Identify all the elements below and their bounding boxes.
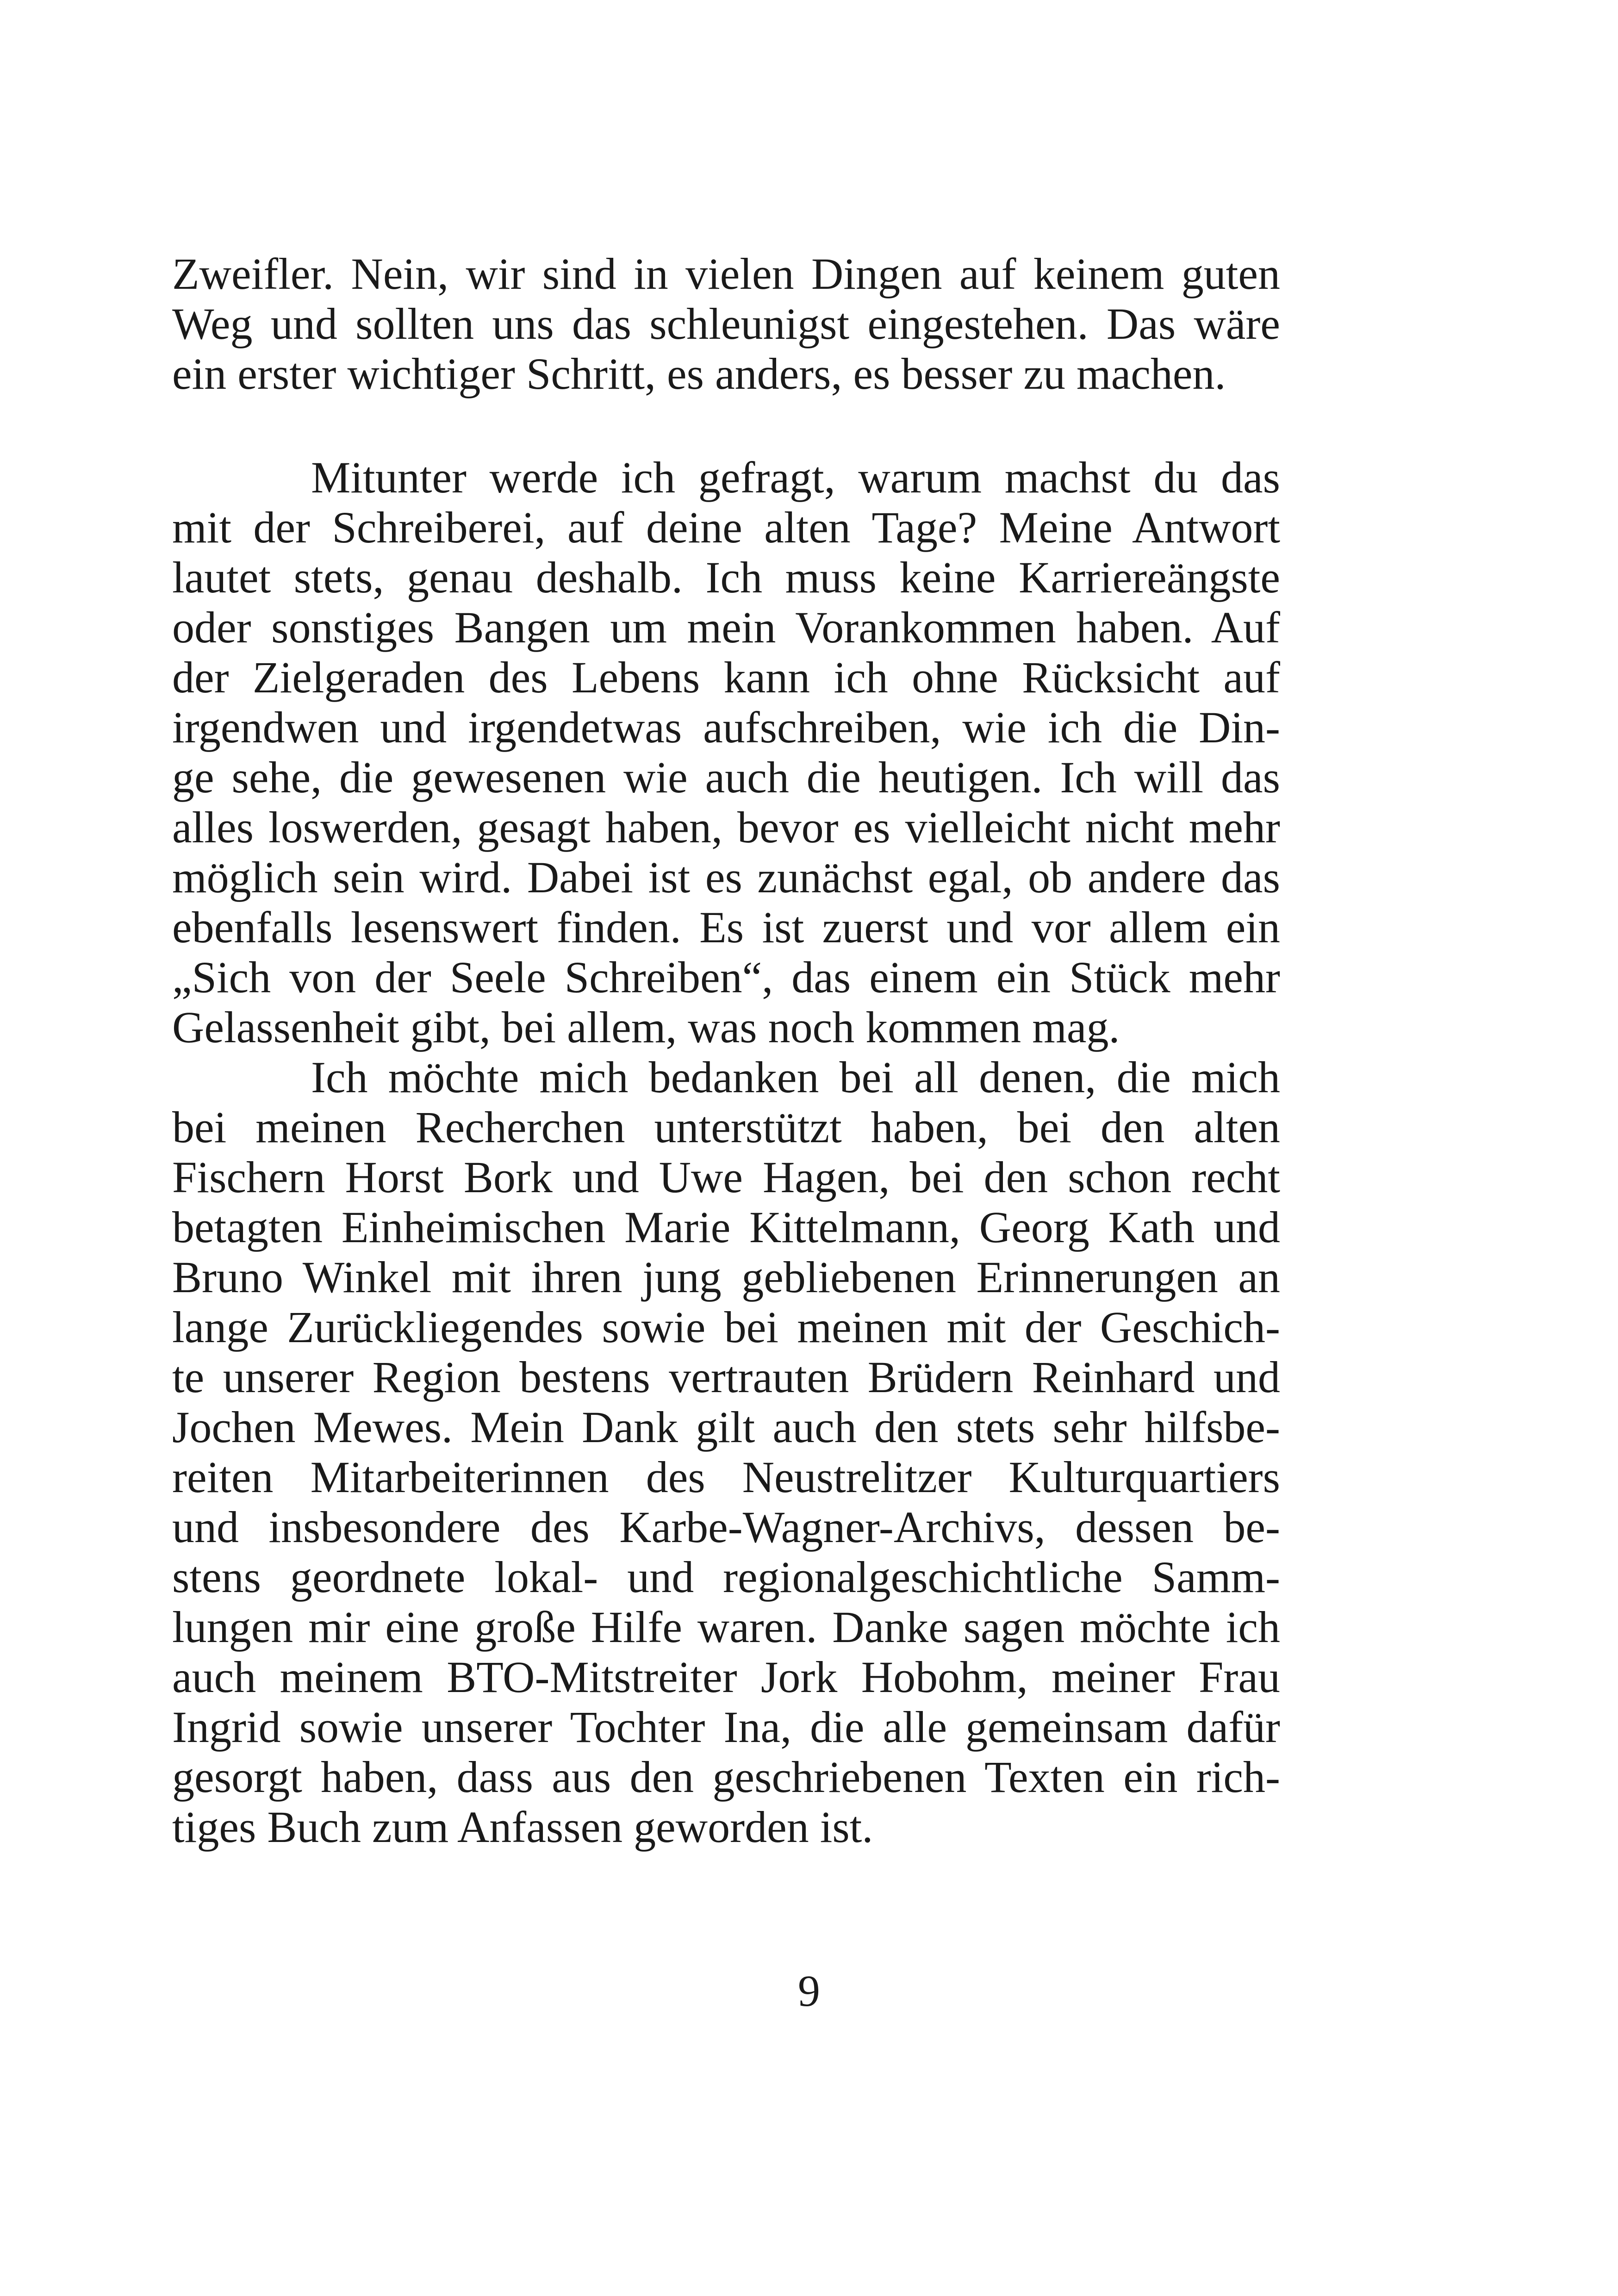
- text-block-main: [172, 453, 1280, 1852]
- text-line: lungen mir eine große Hilfe waren. Danke sagen möchte ich: [172, 1602, 1280, 1652]
- text-line: ge sehe, die gewesenen wie auch die heutigen. Ich will das: [172, 753, 1280, 802]
- text-line: bei meinen Recherchen unterstützt haben, bei den alten: [172, 1102, 1280, 1152]
- text-line: reiten Mitarbeiterinnen des Neustrelitzer Kulturquartiers: [172, 1452, 1280, 1502]
- text-line: stens geordnete lokal- und regionalgeschichtliche Samm-: [172, 1552, 1280, 1602]
- text-line: oder sonstiges Bangen um mein Vorankommen haben. Auf: [172, 603, 1280, 652]
- text-line: te unserer Region bestens vertrauten Brüdern Reinhard und: [172, 1352, 1280, 1402]
- text-line: Ich möchte mich bedanken bei all denen, die mich: [311, 1052, 1280, 1102]
- text-line: und insbesondere des Karbe-Wagner-Archivs, dessen be-: [172, 1502, 1280, 1552]
- text-line: ein erster wichtiger Schritt, es anders, es besser zu machen.: [172, 349, 1226, 398]
- text-line: Zweifler. Nein, wir sind in vielen Dingen auf keinem guten: [172, 249, 1280, 299]
- text-line: Ingrid sowie unserer Tochter Ina, die alle gemeinsam dafür: [172, 1702, 1280, 1752]
- text-line: „Sich von der Seele Schreiben“, das einem ein Stück mehr: [172, 952, 1280, 1002]
- text-line: auch meinem BTO-Mitstreiter Jork Hobohm, meiner Frau: [172, 1652, 1280, 1702]
- text-line: der Zielgeraden des Lebens kann ich ohne Rücksicht auf: [172, 653, 1280, 702]
- text-line: ebenfalls lesenswert finden. Es ist zuerst und vor allem ein: [172, 902, 1280, 952]
- text-line: lange Zurückliegendes sowie bei meinen mit der Geschich-: [172, 1302, 1280, 1352]
- text-line: tiges Buch zum Anfassen geworden ist.: [172, 1802, 873, 1852]
- text-line: Weg und sollten uns das schleunigst eingestehen. Das wäre: [172, 299, 1280, 348]
- text-line: betagten Einheimischen Marie Kittelmann, Georg Kath und: [172, 1202, 1280, 1252]
- paragraph: [172, 1052, 1280, 1852]
- text-line: alles loswerden, gesagt haben, bevor es vielleicht nicht mehr: [172, 803, 1280, 852]
- text-line: Fischern Horst Bork und Uwe Hagen, bei den schon recht: [172, 1152, 1280, 1202]
- text-line: Bruno Winkel mit ihren jung gebliebenen Erinnerungen an: [172, 1252, 1280, 1302]
- text-line: möglich sein wird. Dabei ist es zunächst egal, ob andere das: [172, 852, 1280, 902]
- text-block-top: [172, 249, 1280, 399]
- text-line: Mitunter werde ich gefragt, warum machst du das: [311, 453, 1280, 502]
- text-line: irgendwen und irgendetwas aufschreiben, wie ich die Din-: [172, 703, 1280, 752]
- text-line: gesorgt haben, dass aus den geschriebenen Texten ein rich-: [172, 1752, 1280, 1802]
- text-line: lautet stets, genau deshalb. Ich muss keine Karriereängste: [172, 553, 1280, 602]
- text-line: Jochen Mewes. Mein Dank gilt auch den stets sehr hilfsbe-: [172, 1402, 1280, 1452]
- text-line: Gelassenheit gibt, bei allem, was noch kommen mag.: [172, 1002, 1120, 1052]
- page-number: 9: [798, 1966, 820, 2016]
- paragraph: [172, 453, 1280, 1052]
- text-line: mit der Schreiberei, auf deine alten Tage? Meine Antwort: [172, 503, 1280, 552]
- paragraph: [172, 249, 1280, 399]
